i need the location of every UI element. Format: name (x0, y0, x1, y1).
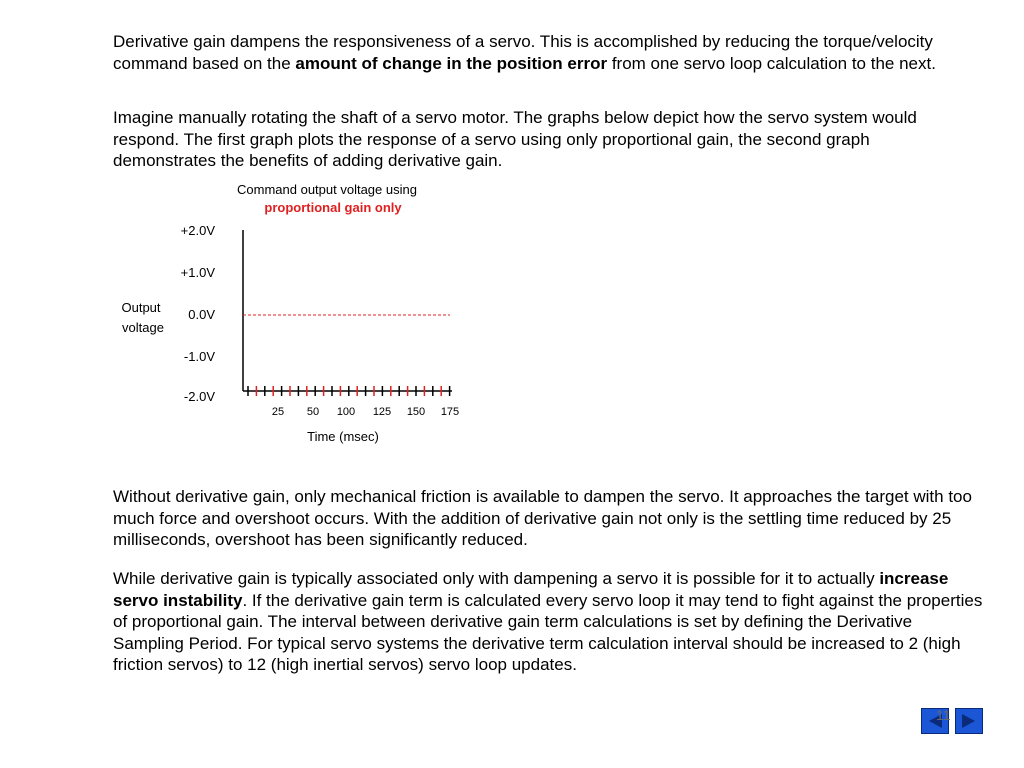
servo-response-graphs (0, 170, 1024, 480)
y-tick-label: -1.0V (183, 349, 215, 364)
next-slide-button[interactable] (955, 708, 983, 734)
instability-paragraph: While derivative gain is typically associated only with dampening a servo it is possible for it to actually increase servo instability. If the derivative gain term is calculated every servo loop it may tend to fight against the properties of proportional gain. The interval between derivative gain term calculations is set by defining the Derivative Sampling Period. For typical servo systems the derivative term calculation interval should be increased to 2 (high friction servos) to 12 (high inertial servos) servo loop updates. (113, 569, 983, 674)
x-tick-label: 125 (372, 406, 392, 418)
arrow-right-icon (960, 713, 978, 729)
chart-title: Command output voltage using (237, 182, 417, 197)
x-tick-label: 100 (336, 406, 356, 418)
y-tick-label: +1.0V (180, 265, 215, 280)
graphs-intro-paragraph: Imagine manually rotating the shaft of a servo motor. The graphs below depict how the servo system would respond. The first graph plots the response of a servo using only proportional gain, the second graph demonstrates the benefits of adding derivative gain. (113, 108, 917, 170)
x-tick-label: 25 (271, 406, 285, 418)
y-tick-label: 0.0V (188, 307, 215, 322)
x-tick-label: 175 (440, 406, 460, 418)
intro-paragraph: Derivative gain dampens the responsiveness of a servo. This is accomplished by reducing the torque/velocity command based on the amount of change in the position error from one servo loop calculation to the next. (113, 32, 936, 73)
chart-subtitle: proportional gain only (264, 200, 402, 215)
y-tick-label: -2.0V (183, 389, 215, 404)
chart-proportional-only (121, 182, 459, 444)
derivative-benefit-paragraph: Without derivative gain, only mechanical friction is available to dampen the servo. It approaches the target with too much force and overshoot occurs. With the addition of derivative gain not only is the settling time reduced by 25 milliseconds, overshoot has been significantly reduced. (113, 487, 972, 549)
x-axis-label: Time (msec) (307, 429, 379, 444)
x-tick-label: 50 (306, 406, 320, 418)
y-tick-label: +2.0V (180, 223, 215, 238)
page-number: 11 (936, 707, 951, 723)
y-axis-label-line1: Output (121, 300, 161, 315)
x-tick-label: 150 (406, 406, 426, 418)
y-axis-label-line2: voltage (122, 320, 164, 335)
